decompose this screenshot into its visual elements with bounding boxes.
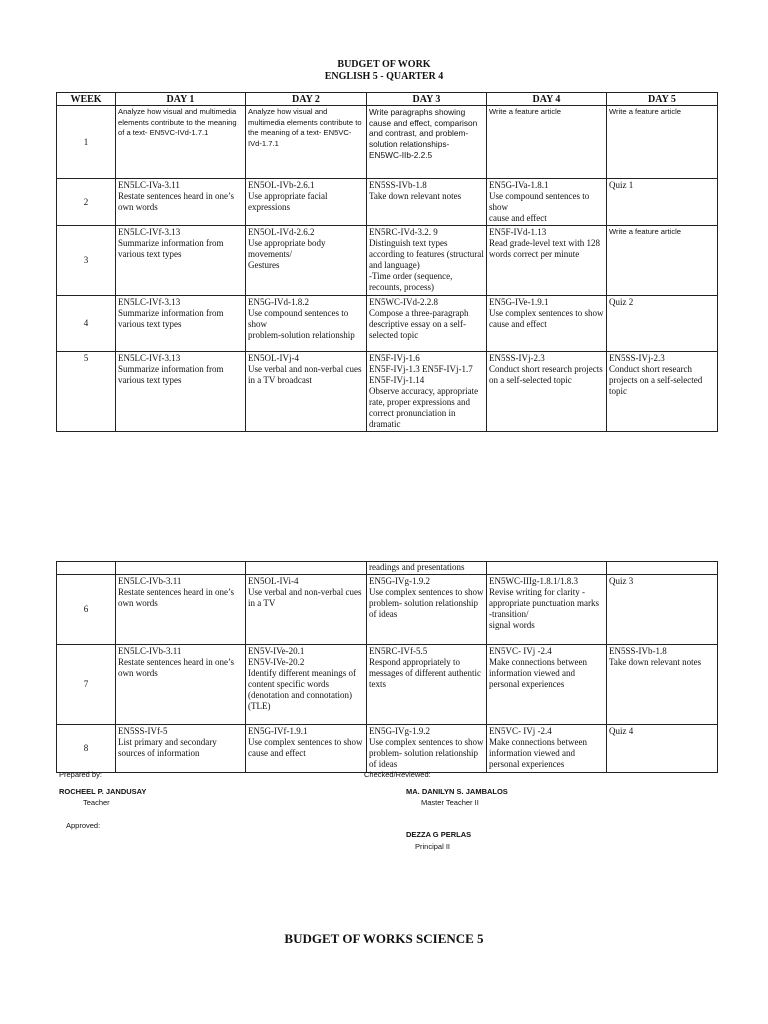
day-cell: Write paragraphs showing cause and effect, comparison and contrast, and problem-solution relationships- EN5WC-IIb-2.2.5 bbox=[367, 106, 487, 179]
column-header-day2: DAY 2 bbox=[246, 93, 367, 106]
week-cell: 4 bbox=[57, 296, 116, 352]
day-cell: Analyze how visual and multimedia elements contribute to the meaning of a text- EN5VC-IVd-1.7.1 bbox=[246, 106, 367, 179]
day-cell: Write a feature article bbox=[607, 226, 718, 296]
table-header-row bbox=[57, 93, 718, 106]
day-cell: EN5LC-IVf-3.13 Summarize information from various text types bbox=[116, 226, 246, 296]
empty-cell bbox=[116, 562, 246, 575]
empty-cell bbox=[246, 562, 367, 575]
day-cell: EN5SS-IVb-1.8 Take down relevant notes bbox=[607, 645, 718, 725]
document-subtitle: ENGLISH 5 - QUARTER 4 bbox=[324, 71, 444, 82]
day-cell: EN5VC- IVj -2.4 Make connections between information viewed and personal experiences bbox=[487, 725, 607, 773]
day-cell: Write a feature article bbox=[607, 106, 718, 179]
day-cell: EN5LC-IVb-3.11 Restate sentences heard in one’s own words bbox=[116, 645, 246, 725]
budget-table-page1 bbox=[56, 92, 718, 432]
day-cell: EN5G-IVg-1.9.2 Use complex sentences to show problem- solution relationship of ideas bbox=[367, 575, 487, 645]
table-row bbox=[57, 352, 718, 432]
table-row bbox=[57, 226, 718, 296]
continuation-cell: readings and presentations bbox=[367, 562, 487, 575]
table-row bbox=[57, 575, 718, 645]
table-row bbox=[57, 645, 718, 725]
week-cell: 5 bbox=[57, 352, 116, 432]
column-header-day4: DAY 4 bbox=[487, 93, 607, 106]
day-cell: EN5SS-IVb-1.8 Take down relevant notes bbox=[367, 179, 487, 226]
day-cell: EN5OL-IVd-2.6.2 Use appropriate body movements/ Gestures bbox=[246, 226, 367, 296]
preparer-role: Teacher bbox=[83, 798, 110, 807]
empty-cell bbox=[57, 562, 116, 575]
day-cell: EN5SS-IVf-5 List primary and secondary sources of information bbox=[116, 725, 246, 773]
table-row bbox=[57, 296, 718, 352]
empty-cell bbox=[607, 562, 718, 575]
column-header-day3: DAY 3 bbox=[367, 93, 487, 106]
day-cell: EN5OL-IVb-2.6.1 Use appropriate facial expressions bbox=[246, 179, 367, 226]
day-cell: Quiz 1 bbox=[607, 179, 718, 226]
approved-label: Approved: bbox=[66, 821, 101, 830]
day-cell: Quiz 4 bbox=[607, 725, 718, 773]
table-row bbox=[57, 179, 718, 226]
day-cell: EN5WC-IVd-2.2.8 Compose a three-paragraph descriptive essay on a self-selected topic bbox=[367, 296, 487, 352]
day-cell: EN5SS-IVj-2.3 Conduct short research projects on a self-selected topic bbox=[607, 352, 718, 432]
day-cell: EN5LC-IVb-3.11 Restate sentences heard in one’s own words bbox=[116, 575, 246, 645]
day-cell: Quiz 2 bbox=[607, 296, 718, 352]
checked-reviewed-label: Checked/Reviewed: bbox=[364, 770, 431, 779]
checker-name: MA. DANILYN S. JAMBALOS bbox=[406, 787, 508, 796]
week-cell: 8 bbox=[57, 725, 116, 773]
day-cell: EN5F-IVj-1.6 EN5F-IVj-1.3 EN5F-IVj-1.7 EN5F-IVj-1.14 Observe accuracy, appropriate rate, proper expressions and correct pronunciation in dramatic bbox=[367, 352, 487, 432]
week-cell: 1 bbox=[57, 106, 116, 179]
day-cell: Write a feature article bbox=[487, 106, 607, 179]
checker-role: Master Teacher II bbox=[421, 798, 479, 807]
day-cell: EN5OL-IVi-4 Use verbal and non-verbal cues in a TV bbox=[246, 575, 367, 645]
day-cell: EN5G-IVf-1.9.1 Use complex sentences to show cause and effect bbox=[246, 725, 367, 773]
day-cell: EN5G-IVd-1.8.2 Use compound sentences to show problem-solution relationship bbox=[246, 296, 367, 352]
day-cell: EN5RC-IVf-5.5 Respond appropriately to messages of different authentic texts bbox=[367, 645, 487, 725]
day-cell: EN5V-IVe-20.1 EN5V-IVe-20.2 Identify different meanings of content specific words (denotation and connotation) (TLE) bbox=[246, 645, 367, 725]
column-header-day1: DAY 1 bbox=[116, 93, 246, 106]
day-cell: EN5SS-IVj-2.3 Conduct short research projects on a self-selected topic bbox=[487, 352, 607, 432]
day-cell: EN5VC- IVj -2.4 Make connections between information viewed and personal experiences bbox=[487, 645, 607, 725]
week-cell: 3 bbox=[57, 226, 116, 296]
empty-cell bbox=[487, 562, 607, 575]
next-section-title: BUDGET OF WORKS SCIENCE 5 bbox=[284, 931, 484, 946]
day-cell: EN5G-IVa-1.8.1 Use compound sentences to show cause and effect bbox=[487, 179, 607, 226]
week-cell: 2 bbox=[57, 179, 116, 226]
day-cell: EN5LC-IVf-3.13 Summarize information from various text types bbox=[116, 296, 246, 352]
column-header-day5: DAY 5 bbox=[607, 93, 718, 106]
day-cell: EN5LC-IVa-3.11 Restate sentences heard in one’s own words bbox=[116, 179, 246, 226]
day-cell: EN5G-IVe-1.9.1 Use complex sentences to show cause and effect bbox=[487, 296, 607, 352]
week-cell: 6 bbox=[57, 575, 116, 645]
table-row bbox=[57, 725, 718, 773]
approver-name: DEZZA G PERLAS bbox=[406, 830, 472, 839]
day-cell: EN5G-IVg-1.9.2 Use complex sentences to show problem- solution relationship of ideas bbox=[367, 725, 487, 773]
approver-role: Principal II bbox=[415, 842, 451, 851]
prepared-by-label: Prepared by: bbox=[59, 770, 102, 779]
day-cell: EN5OL-IVj-4 Use verbal and non-verbal cues in a TV broadcast bbox=[246, 352, 367, 432]
preparer-name: ROCHEEL P. JANDUSAY bbox=[59, 787, 147, 796]
week-cell: 7 bbox=[57, 645, 116, 725]
budget-table-page2 bbox=[56, 561, 718, 773]
document-title: BUDGET OF WORK bbox=[337, 59, 431, 70]
day-cell: Quiz 3 bbox=[607, 575, 718, 645]
continuation-row bbox=[57, 562, 718, 575]
table-row bbox=[57, 106, 718, 179]
day-cell: Analyze how visual and multimedia elements contribute to the meaning of a text- EN5VC-IVd-1.7.1 bbox=[116, 106, 246, 179]
column-header-week: WEEK bbox=[57, 93, 116, 106]
day-cell: EN5LC-IVf-3.13 Summarize information from various text types bbox=[116, 352, 246, 432]
day-cell: EN5WC-IIIg-1.8.1/1.8.3 Revise writing for clarity - appropriate punctuation marks -transition/ signal words bbox=[487, 575, 607, 645]
day-cell: EN5RC-IVd-3.2. 9 Distinguish text types according to features (structural and language) -Time order (sequence, recounts, process) bbox=[367, 226, 487, 296]
day-cell: EN5F-IVd-1.13 Read grade-level text with 128 words correct per minute bbox=[487, 226, 607, 296]
